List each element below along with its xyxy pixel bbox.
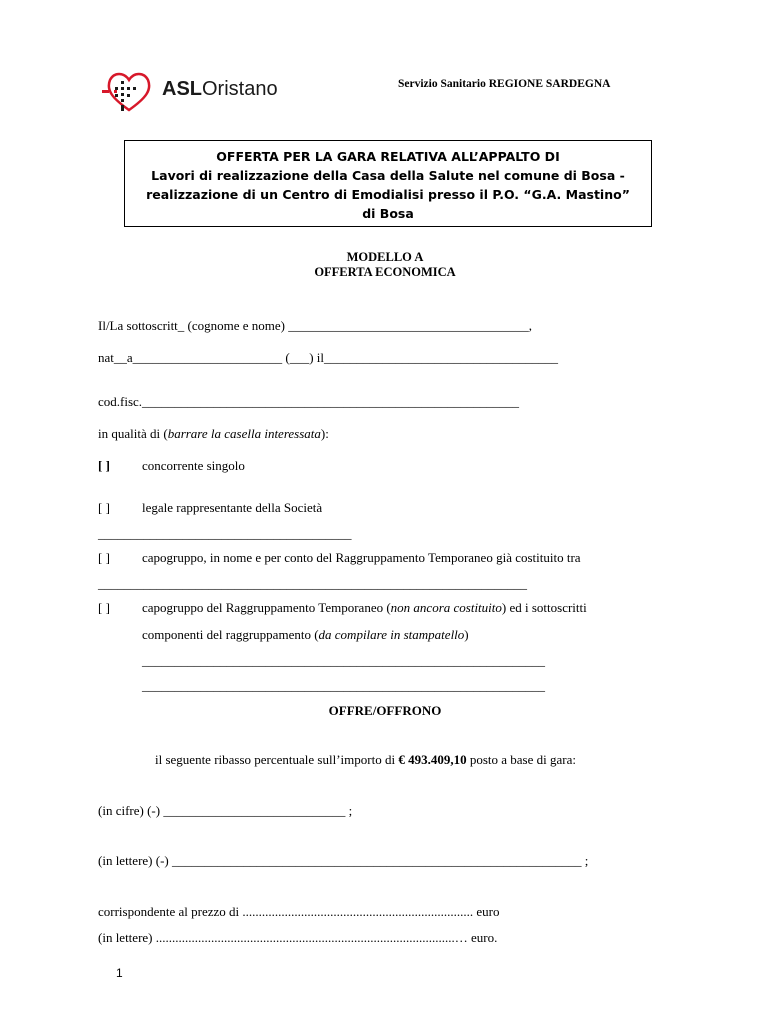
component-blank-2[interactable]: ______________________________________________________________ [142,678,545,693]
checkbox-option-4[interactable]: [ ] [98,600,110,615]
title-line-3: realizzazione di un Centro di Emodialisi presso il P.O. “G.A. Mastino” [146,187,630,202]
rtp-blank[interactable]: __________________________________________________________________ [98,576,527,591]
codfisc-line[interactable]: cod.fisc.__________________________________________________________ [98,394,520,409]
page-number: 1 [116,966,123,980]
title-line-4: di Bosa [362,206,414,221]
option-2-label: legale rappresentante della Società [142,500,323,515]
lettere-line[interactable]: (in lettere) (-) _______________________________________________________________ ; [98,853,589,868]
component-blank-1[interactable]: ______________________________________________________________ [142,653,545,668]
checkbox-option-2[interactable]: [ ] [98,500,110,515]
asl-heart-cross-icon [100,68,158,114]
model-label: MODELLO A [346,250,424,264]
prezzo-lettere-line[interactable]: (in lettere) ............................................................................................… euro. [98,930,498,945]
offer-heading: OFFRE/OFFRONO [328,703,442,718]
option-4-label: capogruppo del Raggruppamento Temporaneo (non ancora costituito) ed i sottoscritti [142,600,587,615]
checkbox-option-3[interactable]: [ ] [98,550,110,565]
title-line-2: Lavori di realizzazione della Casa della Salute nel comune di Bosa - [151,168,625,183]
offer-title-box [124,140,652,227]
society-blank[interactable]: _______________________________________ [98,526,352,541]
option-1-label: concorrente singolo [142,458,245,473]
cifre-line[interactable]: (in cifre) (-) ____________________________ ; [98,803,353,818]
model-subtitle: OFFERTA ECONOMICA [314,265,456,279]
qualita-line: in qualità di (barrare la casella interessata): [98,426,329,441]
asl-oristano-logo [100,68,278,114]
prezzo-line[interactable]: corrispondente al prezzo di ....................................................................... euro [98,904,500,919]
option-4-label-line-2: componenti del raggruppamento (da compilare in stampatello) [142,627,469,642]
service-header: Servizio Sanitario REGIONE SARDEGNA [398,78,611,90]
checkbox-option-1[interactable]: [ ] [98,458,110,473]
option-3-label: capogruppo, in nome e per conto del Raggruppamento Temporaneo già costituito tra [142,550,581,565]
birth-line[interactable]: nat__a_______________________ (___) il____________________________________ [98,350,559,365]
signer-line[interactable]: Il/La sottoscritt_ (cognome e nome) _____________________________________, [98,318,533,333]
title-line-1: OFFERTA PER LA GARA RELATIVA ALL’APPALTO DI [216,149,560,164]
ribasso-line: il seguente ribasso percentuale sull’importo di € 493.409,10 posto a base di gara: [155,752,576,767]
logo-wordmark: ASLOristano [162,78,278,100]
